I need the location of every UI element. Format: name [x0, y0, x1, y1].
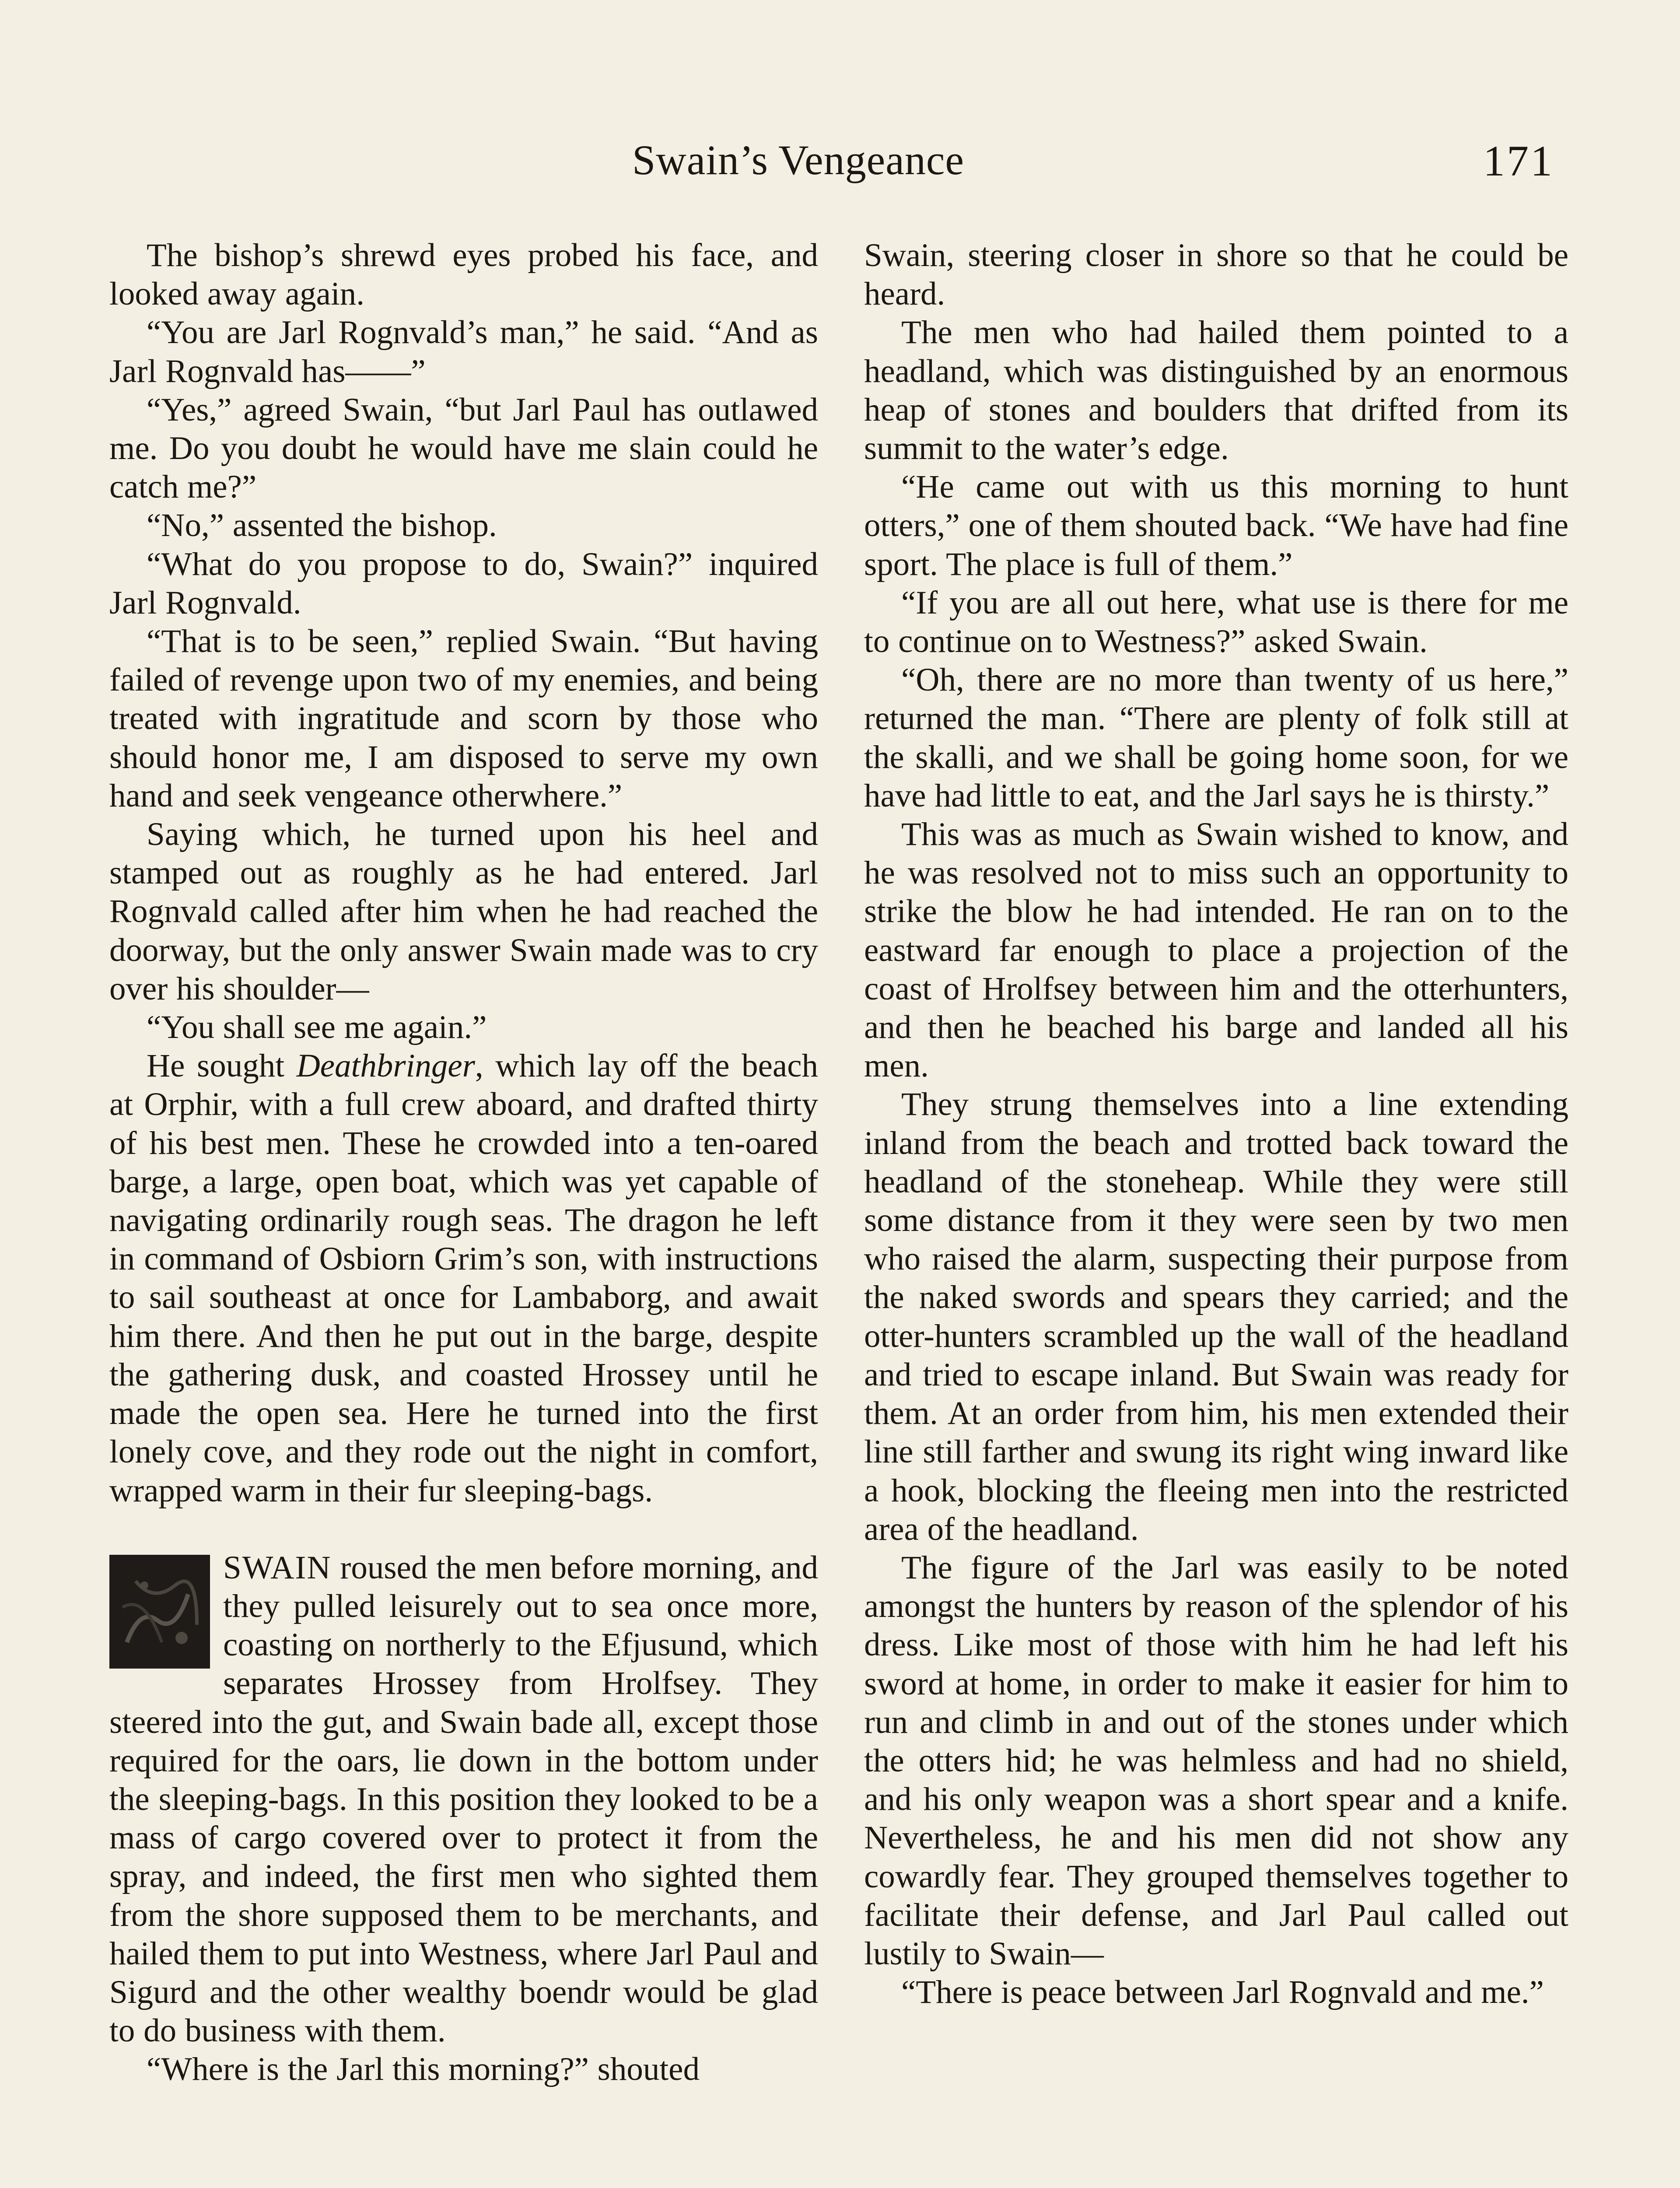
- paragraph: “Yes,” agreed Swain, “but Jarl Paul has outlawed me. Do you doubt he would have me slain could he catch me?”: [109, 391, 818, 505]
- page-number: 171: [1483, 137, 1554, 185]
- paragraph: “He came out with us this morning to hunt otters,” one of them shouted back. “We have had fine sport. The place is full of them.”: [864, 469, 1568, 582]
- paragraph: “That is to be seen,” replied Swain. “But having failed of revenge upon two of my enemies, and being treated with ingratitude and scorn by those who should honor me, I am disposed to serve my own hand and seek vengeance otherwhere.”: [109, 623, 818, 814]
- text-run: , which lay off the beach at Orphir, with a full crew aboard, and drafted thirty of his best men. These he crowded into a ten-oared barge, a large, open boat, which was yet capable of navigating ordinarily rough seas. The dragon he left in command of Osbiorn Grim’s son, with instructions to sail southeast at once for Lambaborg, and await him there. And then he put out in the barge, despite the gathering dusk, and coasted Hrossey until he made the open sea. Here he turned into the first lonely cove, and they rode out the night in comfort, wrapped warm in their fur sleeping-bags.: [109, 1048, 818, 1509]
- ornamental-initial-icon: [109, 1555, 210, 1669]
- ship-name: Deathbringer: [296, 1048, 475, 1084]
- left-column: [109, 236, 818, 2089]
- right-column: [864, 236, 1568, 2012]
- paragraph: The men who had hailed them pointed to a headland, which was distinguished by an enormous heap of stones and boulders that drifted from its summit to the water’s edge.: [864, 314, 1568, 467]
- paragraph: [109, 1549, 818, 2051]
- paragraph: “If you are all out here, what use is there for me to continue on to Westness?” asked Swain.: [864, 584, 1568, 660]
- paragraph: “You are Jarl Rognvald’s man,” he said. “And as Jarl Rognvald has——”: [109, 314, 818, 389]
- paragraph-deathbringer: [109, 1047, 818, 1510]
- paragraph: “Oh, there are no more than twenty of us here,” returned the man. “There are plenty of folk still at the skalli, and we shall be going home soon, for we have had little to eat, and the Jarl says he is thirsty.”: [864, 662, 1568, 814]
- text-run: He sought: [147, 1048, 297, 1084]
- running-title: Swain’s Vengeance: [632, 137, 965, 183]
- paragraph: The bishop’s shrewd eyes probed his face, and looked away again.: [109, 237, 818, 312]
- paragraph: They strung themselves into a line extending inland from the beach and trotted back toward the headland of the stoneheap. While they were still some distance from it they were seen by two men who raised the alarm, suspecting their purpose from the naked swords and spears they carried; and the otter-hunters scrambled up the wall of the headland and tried to escape inland. But Swain was ready for them. At an order from him, his men extended their line still farther and swung its right wing inward like a hook, blocking the fleeing men into the restricted area of the headland.: [864, 1086, 1568, 1547]
- paragraph-continuation: Swain, steering closer in shore so that he could be heard.: [864, 237, 1568, 312]
- paragraph: This was as much as Swain wished to know, and he was resolved not to miss such an opportunity to strike the blow he had intended. He ran on to the eastward far enough to place a projection of the coast of Hrolfsey between him and the otterhunters, and then he beached his barge and landed all his men.: [864, 816, 1568, 1084]
- text-run: roused the men before morning, and they pulled leisurely out to sea once more, coasting on northerly to the Efjusund, which separates Hrossey from Hrolfsey. They steered into the gut, and Swain bade all, except those required for the oars, lie down in the bottom under the sleeping-bags. In this position they looked to be a mass of cargo covered over to protect it from the spray, and indeed, the first men who sighted them from the shore supposed them to be merchants, and hailed them to put into Westness, where Jarl Paul and Sigurd and the other wealthy boendr would be glad to do business with them.: [109, 1549, 818, 2049]
- paragraph: “You shall see me again.”: [147, 1009, 487, 1046]
- section-opening: [109, 1549, 818, 2051]
- paragraph: Saying which, he turned upon his heel and stamped out as roughly as he had entered. Jarl Rognvald called after him when he had reached the doorway, but the only answer Swain made was to cry over his shoulder—: [109, 816, 818, 1007]
- paragraph: The figure of the Jarl was easily to be noted amongst the hunters by reason of the splendor of his dress. Like most of those with him he had left his sword at home, in order to make it easier for him to run and climb in and out of the stones under which the otters hid; he was helmless and had no shield, and his only weapon was a short spear and a knife. Nevertheless, he and his men did not show any cowardly fear. They grouped themselves together to facilitate their defense, and Jarl Paul called out lustily to Swain—: [864, 1549, 1568, 1972]
- paragraph: “No,” assented the bishop.: [147, 507, 497, 544]
- lead-word: SWAIN: [223, 1549, 332, 1586]
- section-break: [109, 1510, 818, 1549]
- paragraph: “What do you propose to do, Swain?” inquired Jarl Rognvald.: [109, 546, 818, 621]
- running-head: [0, 136, 1680, 201]
- paragraph: “Where is the Jarl this morning?” shouted: [147, 2051, 700, 2088]
- paragraph: “There is peace between Jarl Rognvald and me.”: [901, 1974, 1544, 2011]
